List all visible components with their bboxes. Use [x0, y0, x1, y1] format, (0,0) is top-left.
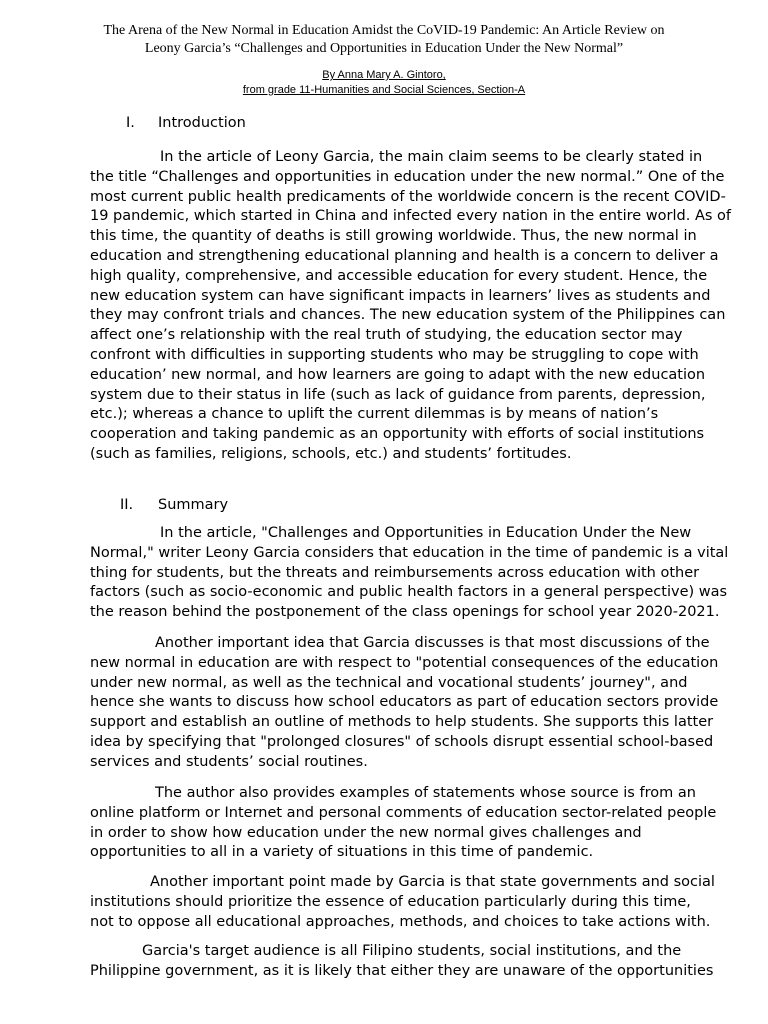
paragraph-summary-2 — [90, 634, 719, 773]
paragraph-summary-3 — [90, 784, 717, 863]
document-title — [60, 22, 708, 58]
text-line: education’ new normal, and how learners are going to adapt with the new education — [90, 366, 706, 383]
text-line: in order to show how education under the new normal gives challenges and — [90, 824, 642, 841]
title-line-1: The Arena of the New Normal in Education Amidst the CoVID-19 Pandemic: An Article Review on — [103, 23, 665, 38]
text-line: In the article of Leony Garcia, the main claim seems to be clearly stated in — [160, 149, 703, 165]
section-number: I. — [126, 115, 135, 131]
text-line: confront with difficulties in supporting students who may be struggling to cope with — [90, 346, 699, 363]
text-line: etc.); whereas a chance to uplift the current dilemmas is by means of nation’s — [90, 406, 659, 423]
text-line: The author also provides examples of statements whose source is from an — [155, 785, 696, 801]
text-line: thing for students, but the threats and reimbursements across education with other — [90, 564, 700, 581]
text-line: services and students’ social routines. — [90, 753, 368, 770]
text-line: system due to their status in life (such as lack of guidance from parents, depression, — [90, 386, 706, 403]
section-title: Summary — [158, 497, 229, 513]
paragraph-summary-5 — [90, 942, 714, 982]
paragraph-summary-4 — [90, 873, 715, 932]
byline-author: By Anna Mary A. Gintoro, — [322, 69, 446, 81]
text-line: they may confront trials and chances. The new education system of the Philippines can — [90, 307, 726, 324]
text-line: opportunities to all in a variety of situations in this time of pandemic. — [90, 844, 594, 861]
author-byline — [60, 68, 708, 98]
paragraph-introduction — [90, 148, 732, 465]
text-line: In the article, "Challenges and Opportunities in Education Under the New — [160, 525, 692, 541]
text-line: factors (such as socio-economic and public health factors in a general perspective) was — [90, 584, 728, 601]
section-title: Introduction — [158, 115, 246, 131]
text-line: hence she wants to discuss how school educators as part of education sectors provide — [90, 694, 719, 711]
text-line: Another important point made by Garcia is that state governments and social — [150, 874, 715, 890]
section-number: II. — [120, 497, 134, 513]
text-line: (such as families, religions, schools, etc.) and students’ fortitudes. — [90, 445, 572, 462]
text-line: cooperation and taking pandemic as an opportunity with efforts of social institutions — [90, 426, 705, 443]
text-line: Philippine government, as it is likely that either they are unaware of the opportunities — [90, 962, 714, 979]
title-line-2: Leony Garcia’s “Challenges and Opportunities in Education Under the New Normal” — [144, 41, 624, 56]
text-line: Normal," writer Leony Garcia considers that education in the time of pandemic is a vital — [90, 544, 729, 561]
text-line: under new normal, as well as the technical and vocational students’ journey", and — [90, 674, 688, 691]
text-line: education and strengthening educational planning and health is a concern to deliver a — [90, 247, 719, 264]
text-line: the title “Challenges and opportunities in education under the new normal.” One of the — [90, 168, 725, 185]
text-line: high quality, comprehensive, and accessible education for every student. Hence, the — [90, 267, 708, 284]
text-line: the reason behind the postponement of the class openings for school year 2020-2021. — [90, 604, 720, 621]
text-line: this time, the quantity of deaths is still growing worldwide. Thus, the new normal in — [90, 228, 697, 245]
text-line: Garcia's target audience is all Filipino students, social institutions, and the — [142, 943, 682, 959]
paragraph-summary-1 — [90, 524, 729, 623]
text-line: support and establish an outline of methods to help students. She supports this latter — [90, 714, 714, 731]
text-line: 19 pandemic, which started in China and infected every nation in the entire world. As of — [90, 208, 732, 225]
text-line: new normal in education are with respect to "potential consequences of the education — [90, 654, 719, 671]
text-line: idea by specifying that "prolonged closures" of schools disrupt essential school-based — [90, 733, 714, 750]
section-heading-summary — [120, 495, 420, 515]
text-line: most current public health predicaments of the worldwide concern is the recent COVID- — [90, 188, 726, 205]
text-line: new education system can have significant impacts in learners’ lives as students and — [90, 287, 711, 304]
text-line: affect one’s relationship with the real truth of studying, the education sector may — [90, 327, 683, 344]
byline-affiliation: from grade 11-Humanities and Social Sciences, Section-A — [242, 84, 526, 96]
text-line: online platform or Internet and personal comments of education sector-related people — [90, 804, 717, 821]
text-line: not to oppose all educational approaches, methods, and choices to take actions with. — [90, 913, 711, 930]
text-line: institutions should prioritize the essence of education particularly during this time, — [90, 893, 691, 910]
text-line: Another important idea that Garcia discusses is that most discussions of the — [155, 635, 710, 651]
section-heading-introduction — [126, 113, 426, 133]
